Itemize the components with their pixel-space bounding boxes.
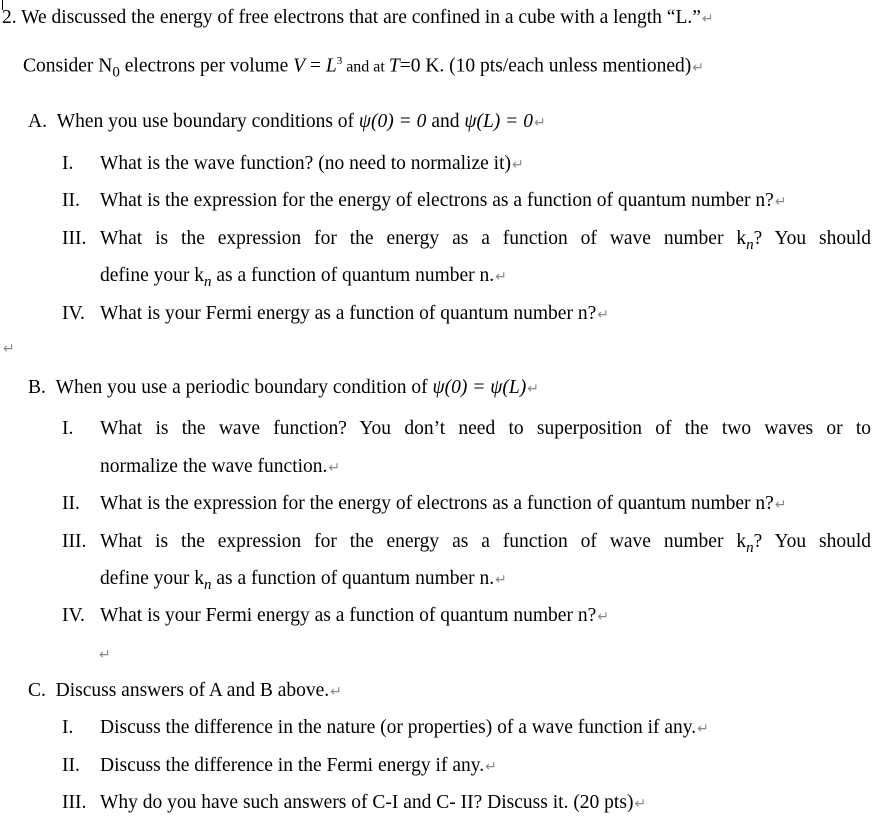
section-a-item-3-cont: define your $k_n$ as a function of quantum number n.↵ <box>100 265 507 290</box>
return-mark-icon: ↵ <box>3 341 15 357</box>
return-mark-icon: ↵ <box>533 115 546 131</box>
item-number: I. <box>62 717 74 738</box>
section-b-heading: B. When you use a periodic boundary condition of ψ(0) = ψ(L)↵ <box>28 377 539 398</box>
empty-paragraph <box>2 336 15 361</box>
section-label: C. <box>28 680 46 701</box>
return-mark-icon: ↵ <box>511 157 524 173</box>
return-mark-icon: ↵ <box>597 307 609 323</box>
item-number: I. <box>62 153 74 174</box>
section-b-item-3: What is the expression for the energy as a function of wave number $k_n$? You should <box>100 531 871 556</box>
return-mark-icon: ↵ <box>774 194 787 210</box>
return-mark-icon: ↵ <box>634 796 647 812</box>
section-c-item-1: Discuss the difference in the nature (or properties) of a wave function if any.↵ <box>100 717 709 738</box>
section-b-item-4: What is your Fermi energy as a function of quantum number n?↵ <box>100 605 609 626</box>
return-mark-icon: ↵ <box>774 497 787 513</box>
section-a-item-3: What is the expression for the energy as a function of wave number $k_n$? You should <box>100 228 871 253</box>
section-b-item-1-cont: normalize the wave function.↵ <box>100 456 341 477</box>
section-b-item-3-cont: define your $k_n$ as a function of quantum number n.↵ <box>100 568 507 593</box>
return-mark-icon: ↵ <box>328 460 341 476</box>
return-mark-icon: ↵ <box>485 759 497 775</box>
return-mark-icon: ↵ <box>495 269 507 285</box>
section-label: A. <box>28 111 47 132</box>
item-number: II. <box>62 493 80 514</box>
section-b-item-2: What is the expression for the energy of electrons as a function of quantum number n?↵ <box>100 493 787 514</box>
question-2-title: 2. We discussed the energy of free electrons that are confined in a cube with a length “L.”↵ <box>2 7 714 28</box>
section-a-item-2: What is the expression for the energy of electrons as a function of quantum number n?↵ <box>100 190 787 211</box>
return-mark-icon: ↵ <box>692 59 704 76</box>
item-number: III. <box>62 531 87 552</box>
section-a-item-4: What is your Fermi energy as a function of quantum number n?↵ <box>100 303 609 324</box>
return-mark-icon: ↵ <box>697 721 709 737</box>
section-a-item-1: What is the wave function? (no need to normalize it)↵ <box>100 153 524 174</box>
item-number: I. <box>62 418 74 439</box>
question-2-conditions: Consider $N_0$ electrons per volume $V = L^3$ and at T=0 K. (10 pts/each unless mentioned)↵ <box>23 55 704 81</box>
section-c-item-2: Discuss the difference in the Fermi energy if any.↵ <box>100 755 497 776</box>
empty-paragraph <box>98 642 111 667</box>
item-number: IV. <box>62 605 85 626</box>
item-number: III. <box>62 228 87 249</box>
return-mark-icon: ↵ <box>99 647 111 663</box>
item-number: II. <box>62 755 80 776</box>
item-number: IV. <box>62 303 85 324</box>
return-mark-icon: ↵ <box>330 684 342 700</box>
section-b-item-1: What is the wave function? You don’t need to superposition of the two waves or to <box>100 418 871 439</box>
section-label: B. <box>28 377 46 398</box>
item-number: III. <box>62 792 87 813</box>
section-a-heading: A. When you use boundary conditions of ψ(0) = 0 and ψ(L) = 0↵ <box>28 111 546 132</box>
return-mark-icon: ↵ <box>527 381 539 397</box>
return-mark-icon: ↵ <box>597 609 609 625</box>
section-c-heading: C. Discuss answers of A and B above.↵ <box>28 680 342 701</box>
return-mark-icon: ↵ <box>701 11 714 27</box>
section-c-item-3: Why do you have such answers of C-I and C- II? Discuss it. (20 pts)↵ <box>100 792 647 813</box>
item-number: II. <box>62 190 80 211</box>
return-mark-icon: ↵ <box>495 572 507 588</box>
